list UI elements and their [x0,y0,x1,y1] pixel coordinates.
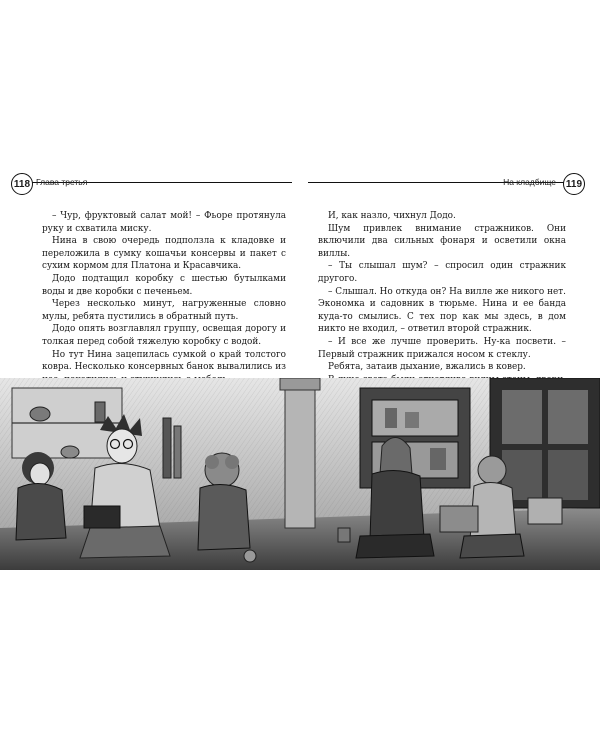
can [244,550,256,562]
paragraph: Шум привлек внимание стражников. Они включили два сильных фонаря и осветили окна виллы. [318,223,566,259]
paragraph: Додо опять возглавлял группу, освещая дорогу и толкая перед собой тяжелую коробку с водой. [42,324,286,347]
left-text-column [42,210,286,386]
paragraph: – Чур, фруктовый салат мой! – Фьоре протянула руку и схватила миску. [42,211,286,234]
page-number-right: 119 [563,173,585,195]
bottle [163,418,171,478]
bottle [174,426,181,478]
right-text-column [318,210,566,399]
running-head-right: На кладбище [503,177,556,187]
paragraph: Ребята, затаив дыхание, вжались в ковер. [328,362,526,373]
paragraph: Через несколько минут, нагруженные словно мулы, ребята пустились в обратный путь. [42,299,286,322]
paragraph: – И все же лучше проверить. Ну-ка посвети. – Первый стражник прижался носом к стеклу. [318,336,566,360]
can [338,528,350,542]
illustration-kids-in-pantry [0,378,600,570]
running-head-left: Глава третья [36,177,88,187]
pillar [285,378,315,528]
page-number-left: 118 [11,173,33,195]
paragraph: Нина в свою очередь подползла к кладовке и переложила в сумку кошачьи консервы и пакет с сухим кормом для Платона и Красавчика. [42,236,286,272]
paragraph: И, как назло, чихнул Додо. [328,211,456,221]
paragraph: Но тут Нина зацепилась сумкой о край толстого ковра. Несколько консервных банок вывалились из [42,349,286,373]
paragraph: Додо подтащил коробку с шестью бутылками воды и две коробки с печеньем. [42,273,286,297]
box [440,506,478,532]
box [528,498,562,524]
paragraph: – Ты слышал шум? – спросил один стражник другого. [318,261,566,284]
paragraph: – Слышал. Но откуда он? На вилле же никого нет. Экономка и садовник в тюрьме. Нина и ее банда куда-то смылись. С тех пор как мы здесь, в дом никто не входил, – ответил второй стражник. [318,286,566,335]
box [84,506,120,528]
